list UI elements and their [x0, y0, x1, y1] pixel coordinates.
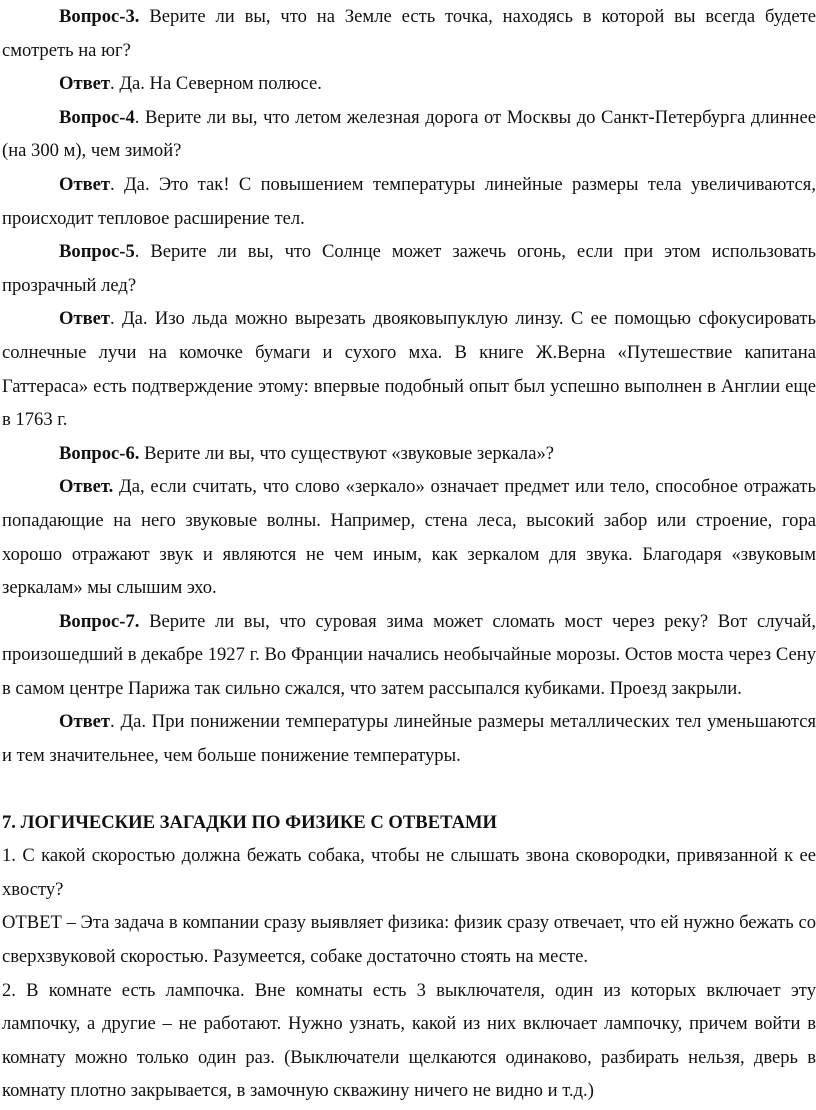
answer-6-paragraph — [2, 470, 816, 604]
answer-label: Ответ. — [59, 476, 114, 498]
question-5-paragraph — [2, 235, 816, 302]
answer-text: . Да. Изо льда можно вырезать двояковыпуклую линзу. С ее помощью сфокусировать солнечные лучи на комочке бумаги и сухого мха. В книге Ж.Верна «Путешествие капитана Гаттераса» есть подтверждение этому: впервые подобный опыт был успешно выполнен в Англии еще в 1763 г. — [2, 308, 816, 431]
answer-label: Ответ — [59, 308, 111, 330]
answer-4-paragraph — [2, 168, 816, 235]
question-4-paragraph — [2, 101, 816, 168]
question-text: . Верите ли вы, что Солнце может зажечь огонь, если при этом использовать прозрачный лед? — [2, 241, 816, 296]
question-label: Вопрос-6. — [59, 442, 140, 464]
answer-7-paragraph — [2, 705, 816, 772]
answer-label: Ответ — [59, 711, 111, 733]
question-text: Верите ли вы, что суровая зима может сломать мост через реку? Вот случай, произошедший в декабре 1927 г. Во Франции начались необычайные морозы. Остов моста через Сену в самом центре Парижа так сильно сжался, что затем рассыпался кубиками. Проезд закрыли. — [2, 610, 816, 699]
question-label: Вопрос-5 — [59, 241, 135, 263]
answer-5-paragraph — [2, 302, 816, 436]
question-text: . Верите ли вы, что летом железная дорога от Москвы до Санкт-Петербурга длиннее (на 300 м), чем зимой? — [2, 106, 816, 162]
answer-text: . Да. На Северном полюсе. — [110, 73, 322, 95]
question-text: Верите ли вы, что на Земле есть точка, находясь в которой вы всегда будете смотреть на юг? — [2, 6, 816, 61]
question-3-paragraph — [2, 0, 816, 67]
answer-label: Ответ — [59, 73, 111, 95]
question-text: Верите ли вы, что существуют «звуковые зеркала»? — [139, 442, 555, 464]
answer-3-paragraph — [2, 67, 816, 101]
answer-text: Да, если считать, что слово «зеркало» означает предмет или тело, способное отражать попадающие на него звуковые волны. Например, стена леса, высокий забор или строение, гора хорошо отражают звук и являются не чем иным, как зеркалом для звука. Благодаря «звуковым зеркалам» мы слышим эхо. — [2, 476, 816, 599]
section-heading: 7. ЛОГИЧЕСКИЕ ЗАГАДКИ ПО ФИЗИКЕ С ОТВЕТАМИ — [2, 811, 498, 833]
question-label: Вопрос-4 — [59, 106, 135, 128]
question-6-paragraph — [2, 437, 816, 471]
question-7-paragraph — [2, 605, 816, 706]
question-label: Вопрос-7. — [59, 610, 140, 632]
riddle-1-answer: ОТВЕТ – Эта задача в компании сразу выявляет физика: физик сразу отвечает, что ей нужно бежать со сверхзвуковой скоростью. Разумеется, собаке достаточно стоять на месте. — [2, 912, 816, 968]
answer-label: Ответ — [59, 173, 111, 195]
riddle-1: 1. С какой скоростью должна бежать собака, чтобы не слышать звона сковородки, привязанной к ее хвосту? — [2, 845, 816, 900]
question-label: Вопрос-3. — [59, 6, 140, 27]
answer-text: . Да. Это так! С повышением температуры линейные размеры тела увеличиваются, происходит тепловое расширение тел. — [2, 173, 816, 229]
answer-text: . Да. При понижении температуры линейные размеры металлических тел уменьшаются и тем значительнее, чем больше понижение температуры. — [2, 711, 816, 767]
riddle-2: 2. В комнате есть лампочка. Вне комнаты есть 3 выключателя, один из которых включает эту лампочку, а другие – не работают. Нужно узнать, какой из них включает лампочку, причем войти в комнату можно только один раз. (Выключатели щелкаются одинаково, разбирать нельзя, дверь в комнату плотно закрывается, в замочную скважину ничего не видно и т.д.) — [2, 979, 816, 1102]
